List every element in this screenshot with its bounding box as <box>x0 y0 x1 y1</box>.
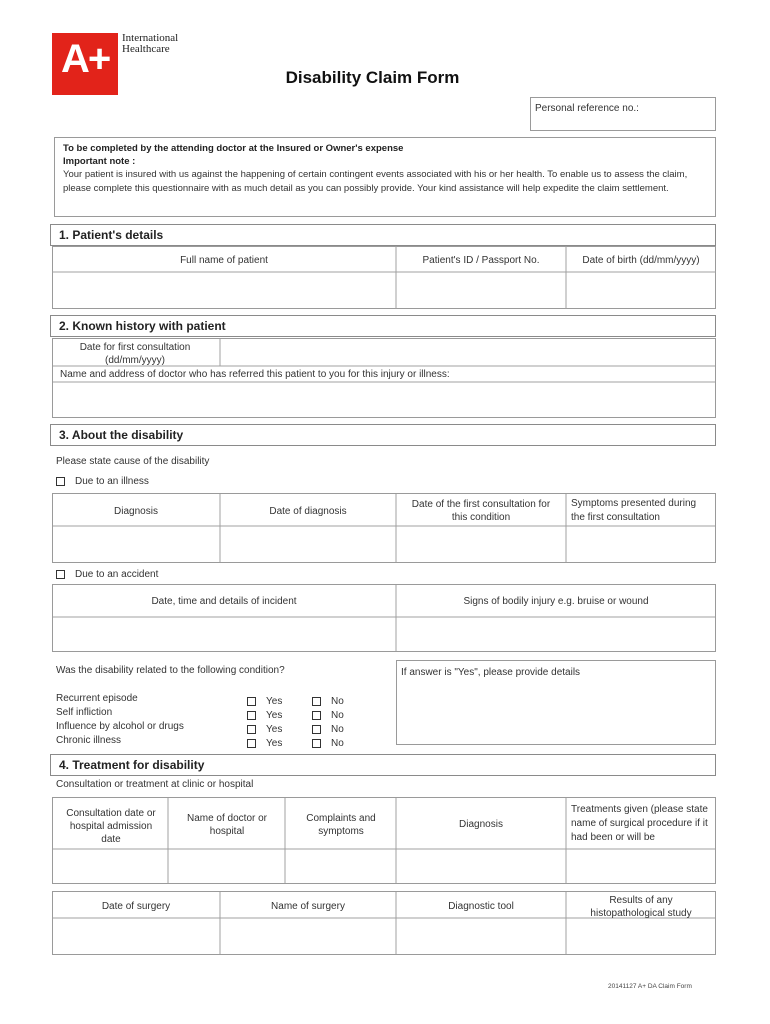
logo-line-2: Healthcare <box>122 43 170 55</box>
col-passport: Patient's ID / Passport No. <box>422 255 540 266</box>
illness-option[interactable] <box>56 475 149 488</box>
yes-option[interactable] <box>247 709 282 722</box>
condition-alcohol: Influence by alcohol or drugs <box>56 721 184 732</box>
col-diagnostic-tool: Diagnostic tool <box>448 901 514 912</box>
intro-box <box>54 137 716 217</box>
logo-text <box>122 33 178 55</box>
logo-line-1: International <box>122 32 179 44</box>
col-treat-diagnosis: Diagnosis <box>459 819 503 830</box>
checkbox-icon[interactable] <box>312 697 321 706</box>
col-full-name: Full name of patient <box>180 255 268 266</box>
col-complaints: Complaints and symptoms <box>306 813 376 837</box>
section-4-header <box>50 754 716 776</box>
personal-ref-label: Personal reference no.: <box>535 103 639 114</box>
col-treatments: Treatments given (please state name of surgical procedure if it had been or will be <box>571 804 708 843</box>
col-surgery-name: Name of surgery <box>271 901 345 912</box>
checkbox-icon[interactable] <box>56 570 65 579</box>
related-question: Was the disability related to the following condition? <box>56 665 285 676</box>
no-label: No <box>331 738 344 749</box>
condition-self-infliction: Self infliction <box>56 707 113 718</box>
checkbox-icon[interactable] <box>56 477 65 486</box>
checkbox-icon[interactable] <box>247 697 256 706</box>
yes-option[interactable] <box>247 723 282 736</box>
personal-ref-field[interactable] <box>530 97 716 131</box>
treatment-subtitle: Consultation or treatment at clinic or hospital <box>56 779 254 790</box>
col-dob: Date of birth (dd/mm/yyyy) <box>582 255 700 266</box>
section-3-header <box>50 424 716 446</box>
col-consult-date: Consultation date or hospital admission date <box>66 808 156 845</box>
yes-label: Yes <box>266 738 283 749</box>
section-4-title: 4. Treatment for disability <box>59 758 205 772</box>
yes-label: Yes <box>266 696 283 707</box>
accident-option[interactable] <box>56 568 158 581</box>
referrer-label: Name and address of doctor who has referred this patient to you for this injury or illness: <box>60 369 450 380</box>
col-injury: Signs of bodily injury e.g. bruise or wound <box>463 596 649 607</box>
no-label: No <box>331 724 344 735</box>
yes-label: Yes <box>266 724 283 735</box>
no-option[interactable] <box>312 709 344 722</box>
yes-option[interactable] <box>247 695 282 708</box>
details-box[interactable] <box>396 660 716 745</box>
checkbox-icon[interactable] <box>312 711 321 720</box>
col-doctor: Name of doctor or hospital <box>186 813 268 837</box>
accident-option-label: Due to an accident <box>75 569 159 580</box>
condition-recurrent: Recurrent episode <box>56 693 138 704</box>
illness-option-label: Due to an illness <box>75 476 149 487</box>
intro-note-label: Important note : <box>63 156 136 167</box>
page-title: Disability Claim Form <box>285 68 460 87</box>
intro-body: Your patient is insured with us against the happening of certain contingent events associated with his or her health. To enable us to assess the claim, please complete this questionnaire with as much detail as you can possibly provide. Your kind assistance will help expedite the claim settlement. <box>63 169 688 194</box>
col-first-consult: Date of the first consultation for this condition <box>411 499 551 523</box>
details-prompt: If answer is "Yes", please provide details <box>401 667 581 678</box>
no-label: No <box>331 696 344 707</box>
no-option[interactable] <box>312 723 344 736</box>
intro-heading: To be completed by the attending doctor at the Insured or Owner's expense <box>63 143 404 154</box>
checkbox-icon[interactable] <box>247 711 256 720</box>
no-label: No <box>331 710 344 721</box>
section-1-title: 1. Patient's details <box>59 228 164 242</box>
col-histopathology: Results of any histopathological study <box>590 895 692 919</box>
col-symptoms: Symptoms presented during the first consultation <box>571 498 697 523</box>
first-consult-label: Date for first consultation (dd/mm/yyyy) <box>79 342 191 366</box>
section-2-title: 2. Known history with patient <box>59 319 226 333</box>
yes-label: Yes <box>266 710 283 721</box>
col-diagnosis: Diagnosis <box>114 506 158 517</box>
section-1-header <box>50 224 716 246</box>
logo-mark: A+ <box>61 37 110 81</box>
col-date-diagnosis: Date of diagnosis <box>269 506 347 517</box>
checkbox-icon[interactable] <box>247 725 256 734</box>
no-option[interactable] <box>312 737 344 750</box>
section-3-title: 3. About the disability <box>59 428 184 442</box>
col-surgery-date: Date of surgery <box>101 901 171 912</box>
footer-code: 20141127 A+ DA Claim Form <box>608 983 692 990</box>
no-option[interactable] <box>312 695 344 708</box>
yes-option[interactable] <box>247 737 282 750</box>
cause-prompt: Please state cause of the disability <box>56 456 210 467</box>
checkbox-icon[interactable] <box>312 739 321 748</box>
checkbox-icon[interactable] <box>312 725 321 734</box>
col-incident: Date, time and details of incident <box>151 596 297 607</box>
checkbox-icon[interactable] <box>247 739 256 748</box>
section-2-header <box>50 315 716 337</box>
condition-chronic: Chronic illness <box>56 735 122 746</box>
